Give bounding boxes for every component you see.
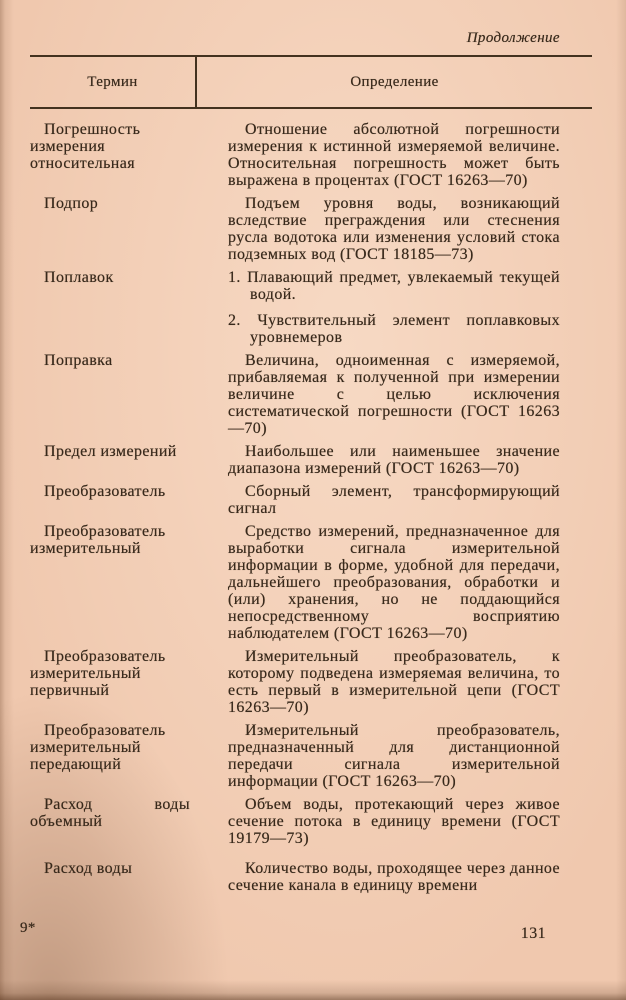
definition-cell [228,443,560,477]
term-cell: Погрешность измерения относительная [30,121,141,172]
table-row [30,352,592,437]
definition-paragraph: Отношение абсолютной погрешности измерения к истинной измеряемой величине. Относительная погрешность может быть выражена в процентах (ГОСТ 16263—70) [228,121,560,189]
definition-cell [228,796,560,847]
table-row [30,796,592,847]
table-header [30,55,592,109]
definition-cell [228,195,560,263]
definition-cell [228,352,560,437]
table-row [30,648,592,716]
definition-column-header: Определение [350,73,439,90]
term-cell: Расход воды [44,860,133,877]
definition-paragraph: 1. Плавающий предмет, увлекаемый текущей водой. [228,269,560,303]
table-row [30,722,592,790]
term-cell: Преобразователь [44,483,166,500]
term-cell: Поправка [44,352,113,369]
definition-cell [228,860,560,894]
definition-paragraph: Сборный элемент, трансформирующий сигнал [228,483,560,517]
definition-paragraph: Измерительный преобразователь, к которому подведена измеряемая величина, то есть первый в измерительной цепи (ГОСТ 16263—70) [228,648,560,716]
term-cell: Поплавок [44,269,114,286]
term-cell: Расход воды объемный [30,796,190,830]
terminology-table [30,121,592,900]
definition-paragraph: Объем воды, протекающий через живое сечение потока в единицу времени (ГОСТ 19179—73) [228,796,560,847]
table-row [30,269,592,346]
definition-cell [228,722,560,790]
definition-cell [228,483,560,517]
definition-paragraph: Величина, одноименная с измеряемой, прибавляемая к полученной при измерении величине с целью исключения систематической погрешности (ГОСТ 16263—70) [228,352,560,437]
term-cell: Предел измерений [44,443,177,460]
printer-signature-mark: 9* [20,920,36,936]
definition-paragraph: Средство измерений, предназначенное для выработки сигнала измерительной информации в форме, удобной для передачи, дальнейшего преобразования, обработки и (или) хранения, но не поддающийся непосредственному восприятию наблюдателем (ГОСТ 16263—70) [228,523,560,642]
definition-cell [228,269,560,346]
table-row [30,860,592,894]
continuation-label: Продолжение [466,30,560,46]
definition-cell [228,648,560,716]
table-row [30,195,592,263]
definition-paragraph: Измерительный преобразователь, предназначенный для дистанционной передачи сигнала измерительной информации (ГОСТ 16263—70) [228,722,560,790]
table-row [30,523,592,642]
table-row [30,443,592,477]
definition-paragraph: Подъем уровня воды, возникающий вследствие преграждения или стеснения русла водотока или изменения условий стока подземных вод (ГОСТ 18185—73) [228,195,560,263]
definition-cell [228,121,560,189]
definition-paragraph: Наибольшее или наименьшее значение диапазона измерений (ГОСТ 16263—70) [228,443,560,477]
definition-cell [228,523,560,642]
table-row [30,483,592,517]
table-row [30,121,592,189]
definition-paragraph: 2. Чувствительный элемент поплавковых уровнемеров [228,312,560,346]
page-number: 131 [520,925,546,942]
term-cell: Преобразователь измерительный первичный [30,648,166,699]
term-column-header: Термин [87,73,138,90]
term-cell: Подпор [44,195,99,212]
term-cell: Преобразователь измерительный [30,523,166,557]
term-cell: Преобразователь измерительный передающий [30,722,166,773]
definition-paragraph: Количество воды, проходящее через данное сечение канала в единицу времени [228,860,560,894]
